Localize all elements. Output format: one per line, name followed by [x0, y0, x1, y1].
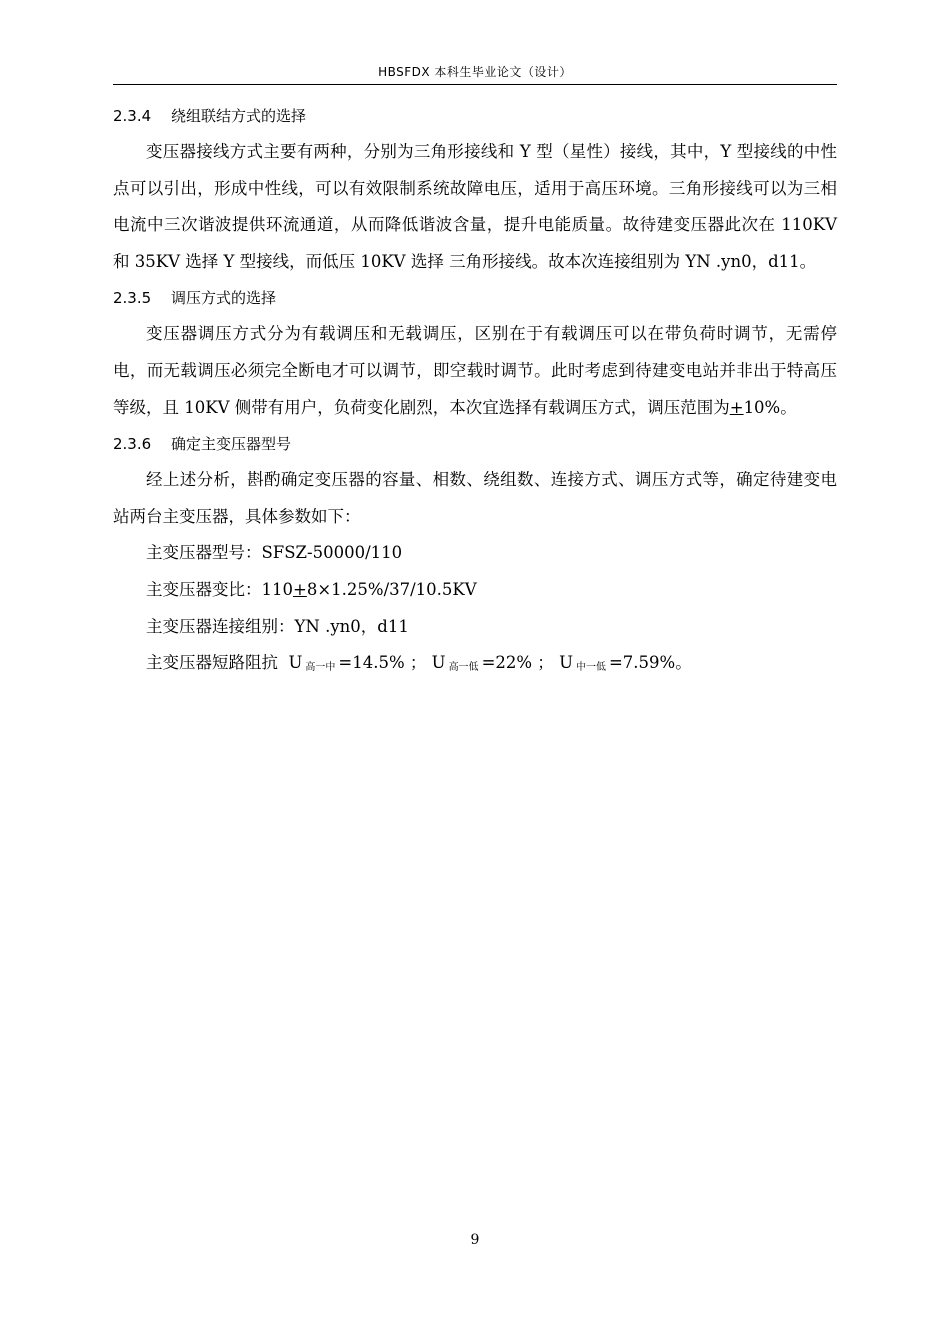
page-number: 9: [470, 1232, 480, 1248]
section-number: 2.3.4: [113, 107, 152, 125]
impedance-val1: =14.5% ；: [338, 653, 427, 673]
section-heading-2-3-4: [113, 98, 837, 134]
impedance-sub3: 中一低: [575, 662, 606, 674]
impedance-u1: U: [288, 653, 303, 673]
paragraph-voltage-regulation: [113, 316, 837, 426]
paragraph-winding-connection: 变压器接线方式主要有两种，分别为三角形接线和 Y 型（星性）接线，其中，Y 型接线的中性点可以引出，形成中性线，可以有效限制系统故障电压，适用于高压环境。三角形接线可以为三相电流中三次谐波提供环流通道，从而降低谐波含量，提升电能质量。故待建变压器此次在 110KV 和 35KV 选择 Y 型接线，而低压 10KV 选择 三角形接线。故本次连接组别为 YN .yn0，d11。: [113, 142, 837, 271]
spec-impedance: [113, 645, 837, 687]
section-heading-2-3-6: [113, 426, 837, 462]
spec-ratio-value: 8×1.25%/37/10.5KV: [306, 579, 477, 599]
impedance-val2: =22% ；: [481, 653, 554, 673]
spec-connection-group: 主变压器连接组别：YN .yn0，d11: [146, 616, 409, 636]
spec-ratio-text: 主变压器变比：110: [146, 579, 293, 599]
impedance-sub2: 高一低: [448, 662, 479, 674]
paragraph-text-end: 10%。: [743, 397, 797, 417]
plus-minus-sign: +: [293, 579, 307, 599]
impedance-sub1: 高一中: [305, 662, 336, 674]
section-title: 确定主变压器型号: [171, 435, 292, 454]
section-title: 绕组联结方式的选择: [171, 107, 307, 125]
impedance-u2: U: [431, 653, 446, 673]
section-heading-2-3-5: [113, 280, 837, 316]
page-header: HBSFDX 本科生毕业论文（设计）: [378, 65, 572, 79]
paragraph-transformer-model: 经上述分析，斟酌确定变压器的容量、相数、绕组数、连接方式、调压方式等，确定待建变电站两台主变压器，具体参数如下：: [113, 470, 837, 526]
impedance-u3: U: [559, 653, 573, 673]
impedance-val3: =7.59%。: [608, 653, 692, 673]
spec-ratio: [113, 572, 837, 609]
page-content: [113, 98, 837, 687]
section-number: 2.3.6: [113, 435, 152, 454]
section-title: 调压方式的选择: [171, 289, 277, 308]
plus-minus-sign: +: [729, 397, 744, 417]
header-rule: [113, 84, 837, 85]
section-number: 2.3.5: [113, 289, 152, 308]
paragraph-text: 变压器调压方式分为有载调压和无载调压，区别在于有载调压可以在带负荷时调节，无需停电，而无载调压必须完全断电才可以调节，即空载时调节。此时考虑到待建变电站并非出于特高压等级，且 10KV 侧带有用户，负荷变化剧烈，本次宜选择有载调压方式，调压范围为: [113, 324, 837, 417]
spec-model: 主变压器型号：SFSZ-50000/110: [146, 543, 403, 563]
impedance-label: 主变压器短路阻抗: [146, 653, 278, 673]
